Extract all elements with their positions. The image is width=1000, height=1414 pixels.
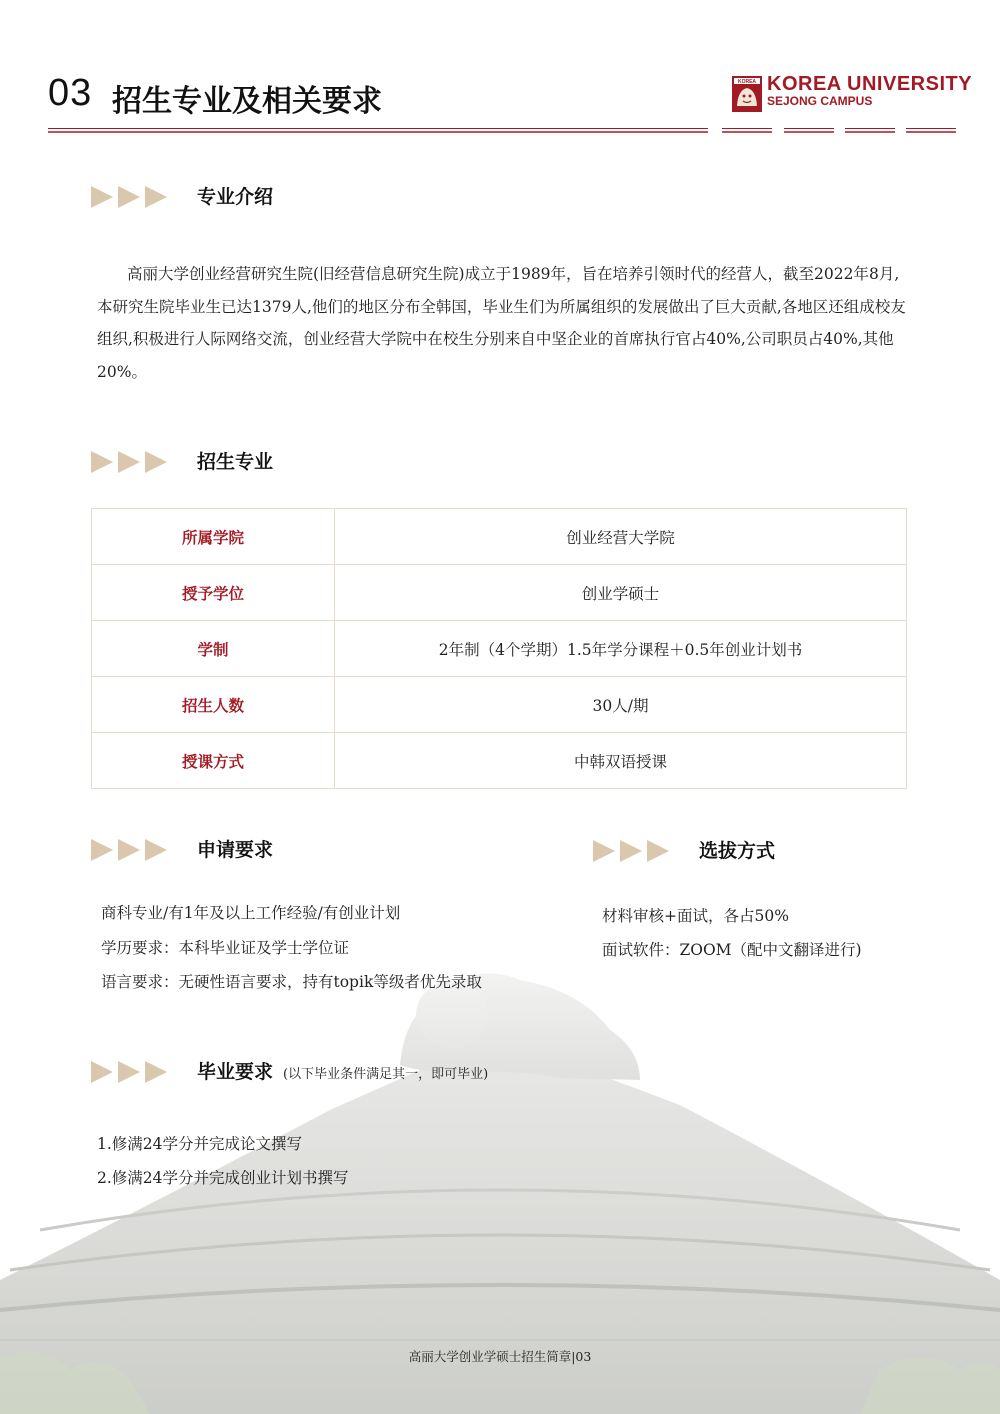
majors-table (91, 508, 907, 789)
list-item: 面试软件：ZOOM（配中文翻译进行) (602, 941, 862, 959)
intro-paragraph: 高丽大学创业经营研究生院(旧经营信息研究生院)成立于1989年，旨在培养引领时代的经营人，截至2022年8月,本研究生院毕业生已达1379人,他们的地区分布全韩国，毕业生们为所属组织的发展做出了巨大贡献,各地区还组成校友组织,积极进行人际网络交流，创业经营大学院中在校生分别来自中坚企业的首席执行官占40%,公司职员占40%,其他20%。 (97, 265, 906, 381)
table-row (92, 509, 907, 565)
section-header-selection (593, 836, 953, 866)
section-header-application (91, 835, 491, 865)
section-title-graduation: 毕业要求 (197, 1061, 274, 1083)
table-key-cell: 学制 (92, 621, 335, 677)
table-value-cell: 中韩双语授课 (335, 733, 907, 789)
table-value-cell: 创业经营大学院 (335, 509, 907, 565)
triple-arrow-icon (593, 838, 673, 864)
page-footer: 高丽大学创业学硕士招生简章|03 (408, 1349, 592, 1364)
graduation-note: (以下毕业条件满足其一，即可毕业) (283, 1067, 489, 1082)
chapter-number: 03 (48, 72, 93, 114)
section-title-application: 申请要求 (197, 839, 274, 861)
triple-arrow-icon (91, 184, 171, 210)
section-header-intro (91, 182, 491, 212)
list-item: 材料审核+面试，各占50% (602, 907, 789, 925)
triple-arrow-icon (91, 837, 171, 863)
table-row (92, 733, 907, 789)
header-divider (48, 127, 956, 135)
section-title-selection: 选拔方式 (699, 840, 776, 862)
section-header-graduation (91, 1057, 691, 1087)
section-header-majors (91, 447, 491, 477)
logo-university-name: KOREA UNIVERSITY (767, 73, 973, 95)
triple-arrow-icon (91, 1059, 171, 1085)
triple-arrow-icon (91, 449, 171, 475)
korea-university-emblem-icon (732, 76, 762, 112)
section-title-intro: 专业介绍 (197, 186, 274, 208)
emblem-text: KOREA (737, 79, 757, 85)
table-key-cell: 所属学院 (92, 509, 335, 565)
logo-campus-name: SEJONG CAMPUS (767, 94, 873, 108)
list-item: 商科专业/有1年及以上工作经验/有创业计划 (101, 904, 401, 922)
table-value-cell: 创业学硕士 (335, 565, 907, 621)
table-value-cell: 30人/期 (335, 677, 907, 733)
table-key-cell: 授课方式 (92, 733, 335, 789)
table-row (92, 565, 907, 621)
table-row (92, 621, 907, 677)
list-item: 语言要求：无硬性语言要求，持有topik等级者优先录取 (101, 973, 482, 991)
table-key-cell: 授予学位 (92, 565, 335, 621)
list-item: 2.修满24学分并完成创业计划书撰写 (97, 1169, 349, 1187)
list-item: 1.修满24学分并完成论文撰写 (97, 1135, 303, 1153)
section-title-majors: 招生专业 (197, 451, 274, 473)
table-value-cell: 2年制（4个学期）1.5年学分课程＋0.5年创业计划书 (335, 621, 907, 677)
page-title: 招生专业及相关要求 (112, 84, 382, 119)
table-row (92, 677, 907, 733)
list-item: 学历要求：本科毕业证及学士学位证 (101, 939, 350, 957)
table-key-cell: 招生人数 (92, 677, 335, 733)
